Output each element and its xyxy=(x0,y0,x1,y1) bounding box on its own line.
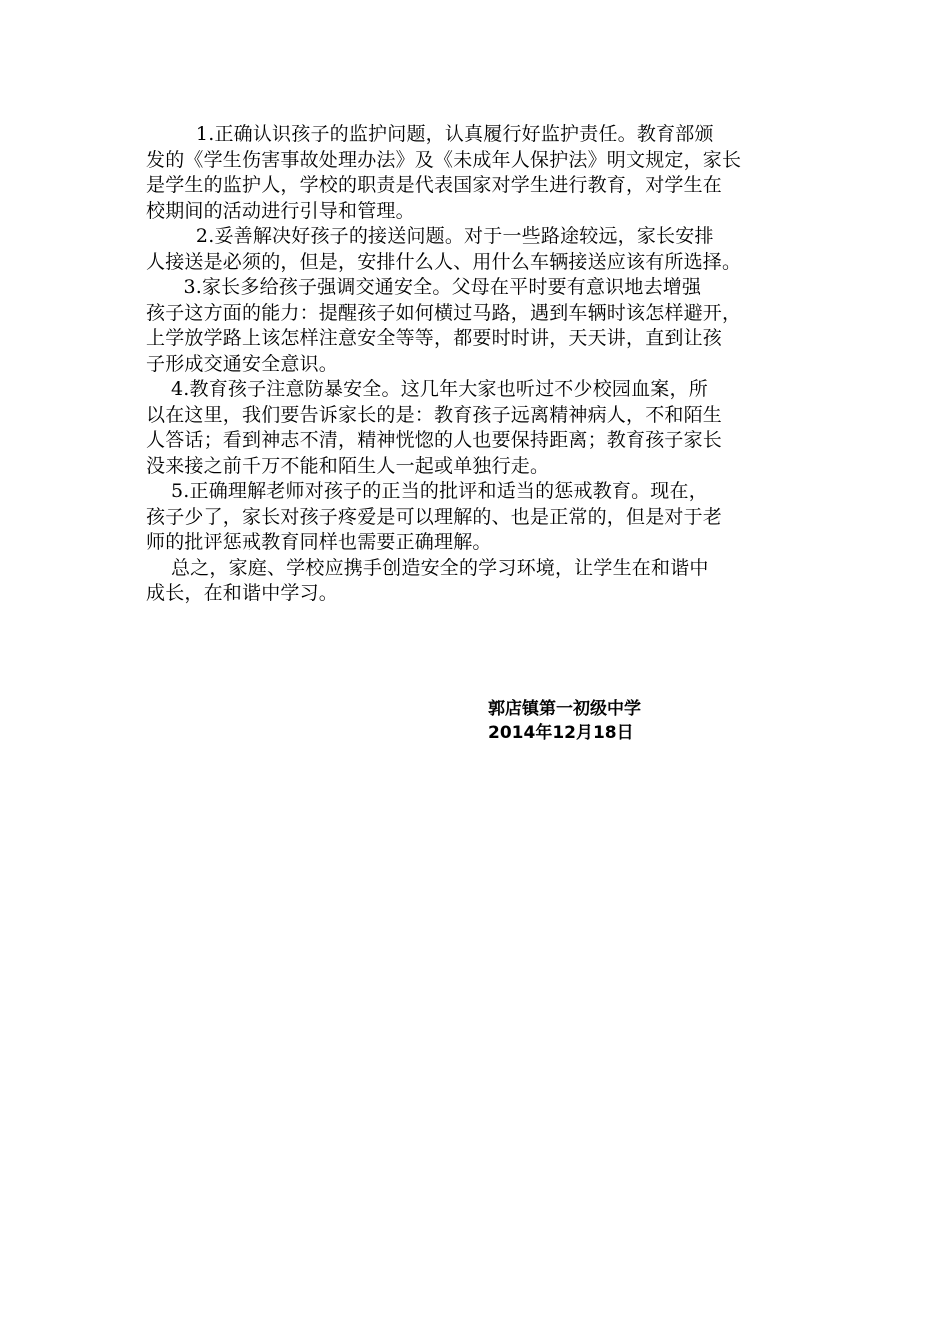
signature-date: 2014年12月18日 xyxy=(488,723,634,743)
signature-block xyxy=(488,697,641,745)
paragraph-conclusion: 总之，家庭、学校应携手创造安全的学习环境，让学生在和谐中 成长，在和谐中学习。 xyxy=(146,556,709,604)
paragraph-1: 1.正确认识孩子的监护问题，认真履行好监护责任。教育部颁 发的《学生伤害事故处理办法》及《未成年人保护法》明文规定，家长 是学生的监护人，学校的职责是代表国家对学生进行教育，对学生在 校期间的活动进行引导和管理。 xyxy=(146,123,742,222)
paragraph-4: 4.教育孩子注意防暴安全。这几年大家也听过不少校园血案，所 以在这里，我们要告诉家长的是：教育孩子远离精神病人，不和陌生 人答话；看到神志不清，精神恍惚的人也要保持距离；教育孩子家长 没来接之前千万不能和陌生人一起或单独行走。 xyxy=(146,378,723,477)
document-body xyxy=(146,122,826,607)
signature-organization: 郭店镇第一初级中学 xyxy=(488,699,641,719)
paragraph-3: 3.家长多给孩子强调交通安全。父母在平时要有意识地去增强 孩子这方面的能力：提醒孩子如何横过马路，遇到车辆时该怎样避开， 上学放学路上该怎样注意安全等等，都要时时讲，天天讲，直到让孩 子形成交通安全意识。 xyxy=(146,276,742,375)
paragraph-5: 5.正确理解老师对孩子的正当的批评和适当的惩戒教育。现在， 孩子少了，家长对孩子疼爱是可以理解的、也是正常的，但是对于老 师的批评惩戒教育同样也需要正确理解。 xyxy=(146,480,723,553)
paragraph-2: 2.妥善解决好孩子的接送问题。对于一些路途较远，家长安排 人接送是必须的，但是，安排什么人、用什么车辆接送应该有所选择。 xyxy=(146,225,742,273)
